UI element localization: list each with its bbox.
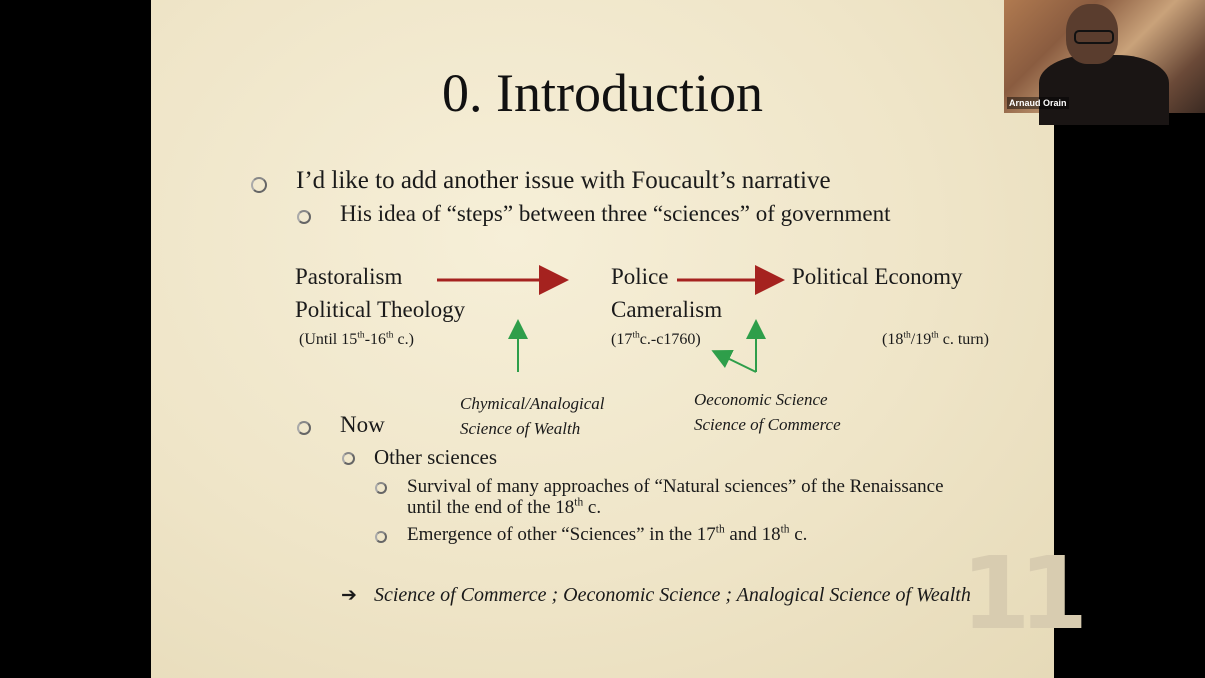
label-political-economy: Political Economy <box>792 264 963 289</box>
participant-name: Arnaud Orain <box>1009 98 1067 108</box>
bullet-survival: Survival of many approaches of “Natural sciences” of the Renaissance until the end of the 18th c. <box>407 476 944 518</box>
bullet-steps: His idea of “steps” between three “sciences” of government <box>340 201 891 226</box>
bullet-emergence: Emergence of other “Sciences” in the 17th and 18th c. <box>407 523 808 545</box>
bullet-ring-icon <box>375 531 387 543</box>
label-oeconomic: Oeconomic Science Science of Commerce <box>694 390 841 434</box>
conclusion-arrow-icon: ➔ <box>341 584 357 606</box>
label-pastoralism: Pastoralism <box>295 264 403 289</box>
bullet-ring-icon <box>297 421 311 435</box>
bullet-now: Now <box>340 412 385 437</box>
participant-body <box>1039 55 1169 125</box>
label-police: Police <box>611 264 669 289</box>
participant-video-tile[interactable] <box>1004 0 1205 113</box>
bullet-ring-icon <box>251 177 267 193</box>
label-political-theology: Political Theology <box>295 297 466 322</box>
label-until-date: (Until 15th-16th c.) <box>299 329 414 348</box>
bullet-ring-icon <box>375 482 387 494</box>
label-turn-date: (18th/19th c. turn) <box>882 329 989 348</box>
slide-title: 0. Introduction <box>442 63 763 123</box>
bullet-foucault-issue: I’d like to add another issue with Foucault’s narrative <box>296 167 831 194</box>
slide-number: 11 <box>961 535 1077 652</box>
bullet-ring-icon <box>342 452 355 465</box>
glasses-icon <box>1074 30 1114 44</box>
arrow-oeconomic-to-cameralism <box>715 352 756 372</box>
label-cameralism: Cameralism <box>611 297 723 322</box>
conclusion-text: Science of Commerce ; Oeconomic Science ; Analogical Science of Wealth <box>374 584 971 606</box>
presentation-slide <box>151 0 1077 678</box>
label-chymical: Chymical/Analogical Science of Wealth <box>460 394 605 438</box>
bullet-other-sciences: Other sciences <box>374 445 498 469</box>
label-17th-date: (17thc.-c1760) <box>611 329 701 348</box>
bullet-ring-icon <box>297 210 311 224</box>
